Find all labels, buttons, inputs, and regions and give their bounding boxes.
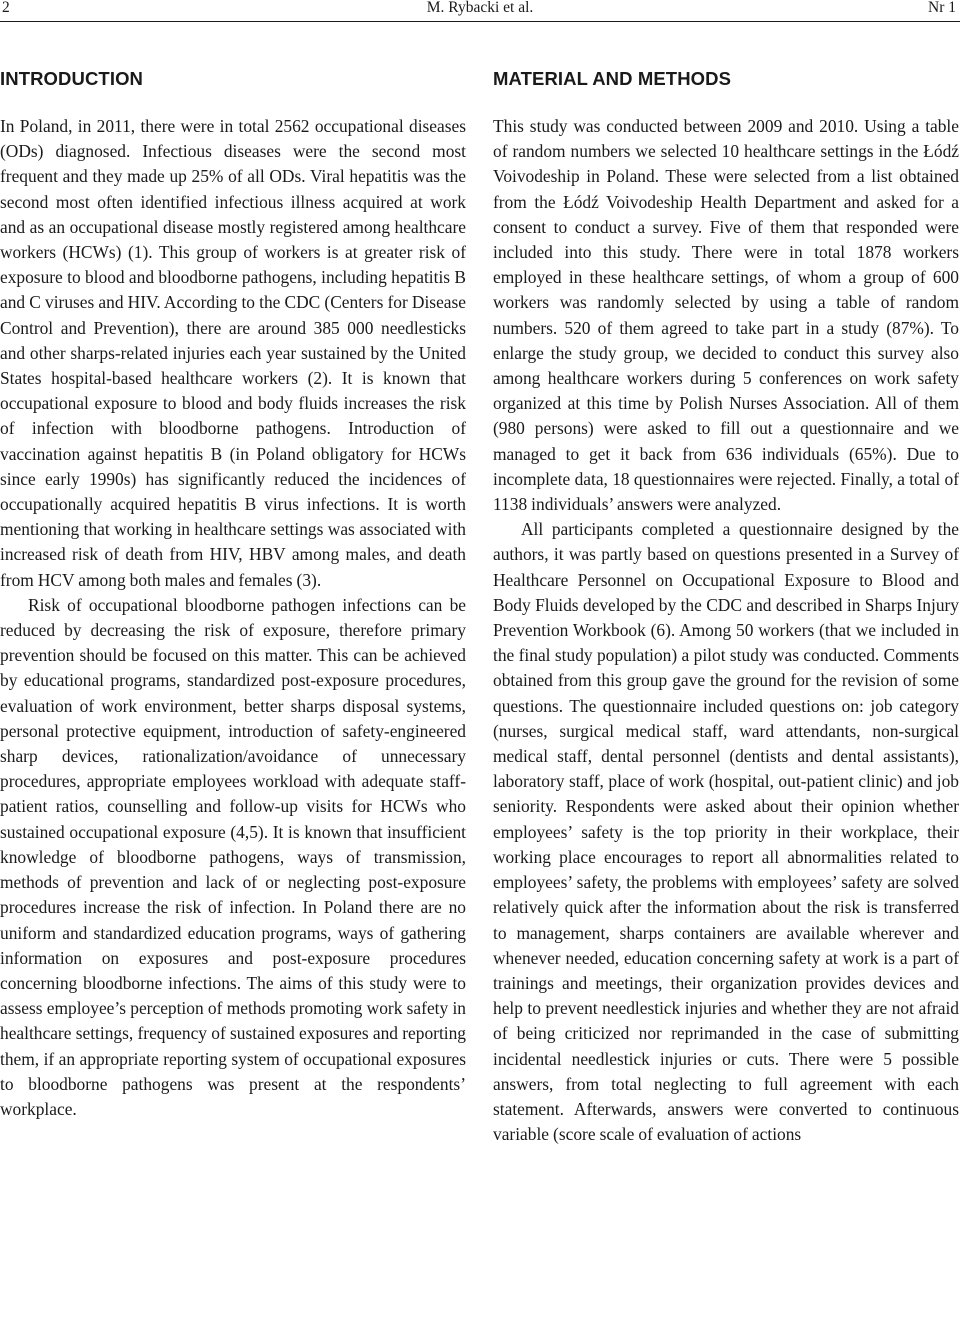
issue-number: Nr 1 — [928, 0, 956, 16]
intro-paragraph-2: Risk of occupational bloodborne pathogen infections can be reduced by decreasing the risk of exposure, therefore primary prevention should be focused on this matter. This can be achieved by educational programs, standardized post-exposure procedures, evaluation of work environment, better sharps disposal systems, personal protective equipment, introduction of safety-engineered sharp devices, rationalization/avoidance of unnecessary procedures, appropriate employees workload with adequate staff-patient ratios, counselling and follow-up visits for HCWs who sustained occupational exposure (4,5). It is known that insufficient knowledge of bloodborne pathogens, ways of transmission, methods of prevention and lack of or neglecting post-exposure procedures increase the risk of infection. In Poland there are no uniform and standardized education programs, ways of gathering information on exposures and post-exposure procedures concerning bloodborne infections. The aims of this study were to assess employee’s perception of methods promoting work safety in healthcare settings, frequency of sustained exposures and reporting them, if an appropriate reporting system of occupational exposures to bloodborne pathogens was present at the respondents’ workplace. — [0, 594, 466, 1119]
intro-paragraph-1: In Poland, in 2011, there were in total 2562 occupational diseases (ODs) diagnosed. Infectious diseases were the second most frequent and they made up 25% of all ODs. Viral hepatitis was the second most often identified infectious illness acquired at work and as an occupational disease mostly registered among healthcare workers (HCWs) (1). This group of workers is at greater risk of exposure to blood and bloodborne pathogens, including hepatitis B and C viruses and HIV. According to the CDC (Centers for Disease Control and Prevention), there are around 385 000 needlesticks and other sharps-related injuries each year sustained by the United States hospital-based healthcare workers (2). It is known that occupational exposure to blood and body fluids increases the risk of infection with bloodborne pathogens. Introduction of vaccination against hepatitis B (in Poland obligatory for HCWs since early 1990s) has significantly reduced the incidences of occupationally acquired hepatitis B virus infections. It is worth mentioning that working in healthcare settings was associated with increased risk of death from HIV, HBV among males, and death from HCV among both males and females (3). — [0, 116, 466, 590]
left-column — [0, 66, 466, 1328]
methods-paragraph-2: All participants completed a questionnaire designed by the authors, it was partly based on questions presented in a Survey of Healthcare Personnel on Occupational Exposure to Blood and Body Fluids developed by the CDC and described in Sharps Injury Prevention Workbook (6). Among 50 workers (that we included in the final study population) a pilot study was conducted. Comments obtained from this group gave the ground for the revision of some questions. The questionnaire included questions on: job category (nurses, surgical medical staff, ward attendants, non-surgical medical staff, dental personnel (dentists and dental assistants), laboratory staff, place of work (hospital, out-patient clinic) and job seniority. Respondents were asked about their opinion whether employees’ safety is the top priority in their workplace, their working place encourages to report all abnormalities related to employees’ safety, the problems with employees’ safety are solved relatively quick after the information about the risk is transferred to management, sharps containers are available wherever and whenever needed, education concerning safety at work is a part of trainings and meetings, their organization provides devices and help to prevent needlestick injuries and whether they are not afraid of being criticized nor reprimanded in the case of submitting incidental needlestick injuries or cuts. There were 5 possible answers, from total neglecting to full agreement with each statement. Afterwards, answers were converted to continuous variable (score scale of evaluation of actions — [493, 519, 959, 1145]
page-number: 2 — [2, 0, 10, 16]
methods-paragraph-1: This study was conducted between 2009 and 2010. Using a table of random numbers we selected 10 healthcare settings in the Łódź Voivodeship in Poland. These were selected from a list obtained from the Łódź Voivodeship Health Department and asked for a consent to conduct a survey. Five of them that responded were included into this study. There were in total 1878 workers employed in these healthcare settings, of whom a group of 600 workers was randomly selected by using a table of random numbers. 520 of them agreed to take part in a study (87%). To enlarge the study group, we decided to conduct this survey also among healthcare workers during 5 conferences on work safety organized at this time by Polish Nurses Association. All of them (980 persons) were asked to fill out a questionnaire and we managed to get it back from 636 individuals (65%). Due to incomplete data, 18 questionnaires were rejected. Finally, a total of 1138 individuals’ answers were analyzed. — [493, 116, 959, 515]
running-header — [0, 0, 960, 22]
running-authors: M. Rybacki et al. — [426, 0, 534, 16]
header-rule — [0, 21, 960, 22]
methods-heading: MATERIAL AND METHODS — [493, 68, 732, 89]
right-column — [493, 66, 959, 1328]
introduction-heading: INTRODUCTION — [0, 68, 144, 89]
